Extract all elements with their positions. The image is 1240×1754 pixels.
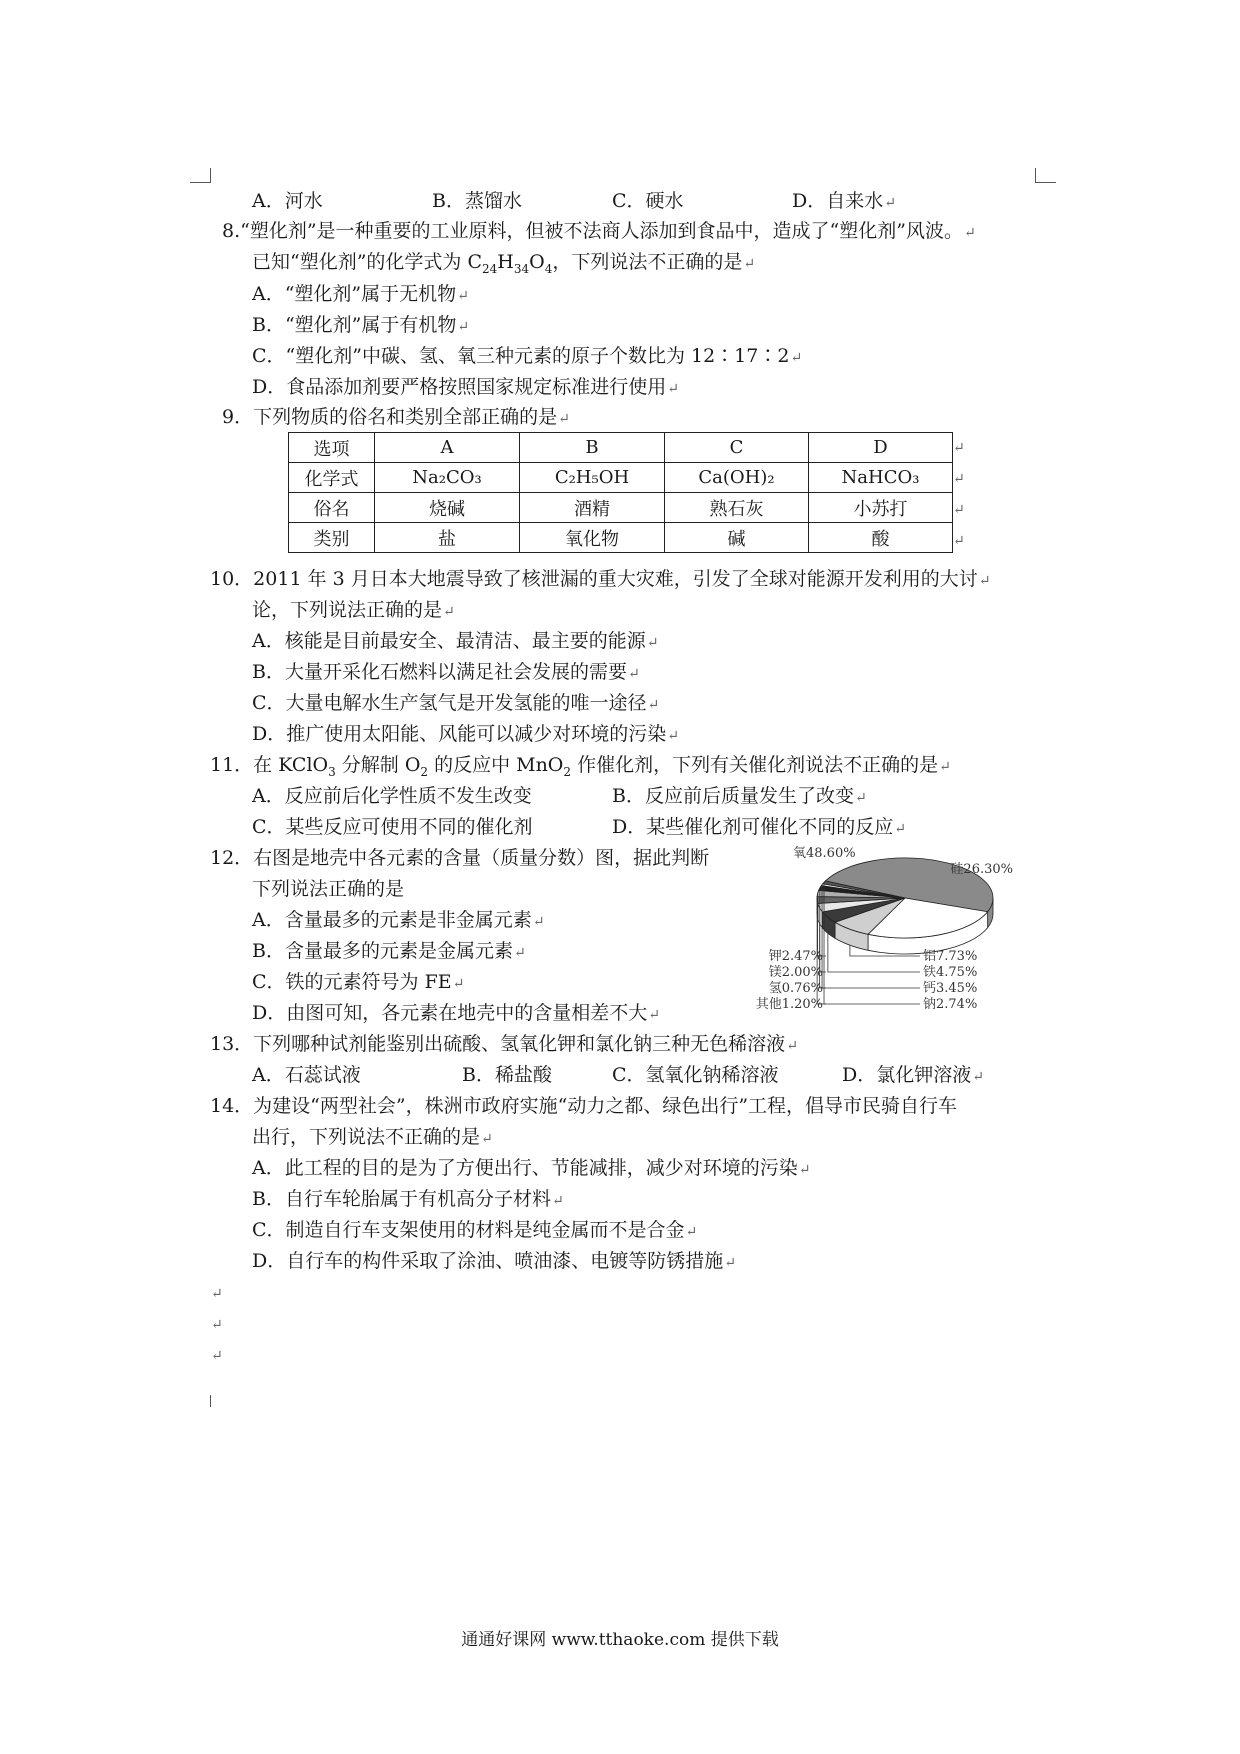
paragraph-mark: ↵ [667,381,679,397]
q11-sub-b: 2 [420,764,429,779]
q11-sub-c: 2 [563,764,572,779]
q12-option-a [252,911,544,930]
q9-cell: 类别 [289,523,375,553]
q13-option-d [842,1066,984,1085]
q8-stem-line2 [252,253,755,275]
q8-option-c [252,347,802,366]
q7-option-a: A．河水 [252,190,323,212]
paragraph-mark: ↵ [798,1162,811,1178]
q10-option-c [252,694,659,713]
paragraph-mark: ↵ [558,411,570,427]
paragraph-mark: ↵ [790,350,803,366]
q12-option-b [252,942,526,961]
q9-table [288,432,953,553]
q9-cell: 化学式 [289,463,375,493]
q14-option-a-text: A．此工程的目的是为了方便出行、节能减排，减少对环境的污染 [252,1157,798,1179]
q11-sub-a: 3 [328,764,336,779]
q13-option-c: C．氢氧化钠稀溶液 [612,1064,779,1086]
q8-option-b [252,316,469,335]
q9-header-cell: C [665,433,809,463]
paragraph-mark: ↵ [457,288,469,304]
q8-formula-mid2: O [529,251,545,273]
paragraph-mark: ↵ [953,440,965,456]
q8-option-c-text: C．“塑化剂”中碳、氢、氧三种元素的原子个数比为 12∶17∶2 [252,345,790,367]
pie-slice-label: 硅26.30% [950,862,1013,877]
q8-stem2-pre: 已知“塑化剂”的化学式为 C [252,251,483,273]
q14-option-c [252,1221,697,1240]
q11-option-c: C．某些反应可使用不同的催化剂 [252,816,533,838]
q8-option-d-text: D．食品添加剂要严格按照国家规定标准进行使用 [252,376,667,398]
q11-stem-b: 分解制 O [335,754,421,776]
pie-slice-label: 镁2.00% [768,965,823,980]
pie-slice-label: 氧48.60% [793,846,856,861]
q9-cell: 碱 [665,523,809,553]
q9-cell: 烧碱 [375,493,520,523]
paragraph-mark: ↵ [457,319,470,335]
q7-option-d-text: D．自来水 [792,190,884,212]
pie-slice-label: 钠2.74% [923,997,978,1012]
paragraph-mark: ↵ [646,635,659,651]
q10-stem-line2 [252,601,455,620]
empty-paragraph-mark: ↵ [211,1286,223,1302]
q12-stem-line1: 12．右图是地壳中各元素的含量（质量分数）图，据此判断 [210,847,710,869]
q9-cell: NaHCO₃ [809,463,953,493]
q14-option-b [252,1190,564,1209]
q8-formula-mid1: H [497,251,514,273]
paragraph-mark: ↵ [884,195,896,211]
q11-option-b-text: B．反应前后质量发生了改变 [612,785,854,807]
q7-option-b: B．蒸馏水 [432,190,522,212]
pie-slice-label: 钙3.45% [923,981,978,996]
q12-option-c-text: C．铁的元素符号为 FE [252,971,452,993]
q12-option-b-text: B．含量最多的元素是金属元素 [252,940,513,962]
paragraph-mark: ↵ [854,790,867,806]
q9-cell: 小苏打 [809,493,953,523]
paragraph-mark: ↵ [685,1224,698,1240]
q8-option-d [252,378,679,397]
q9-cell: 酒精 [520,493,665,523]
q14-option-d-text: D．自行车的构件采取了涂油、喷油漆、电镀等防锈措施 [252,1250,724,1272]
empty-paragraph-mark: ↵ [211,1317,223,1333]
q7-option-d [792,192,896,211]
q9-table-row-formula [289,463,953,493]
q9-header-cell: A [375,433,520,463]
q11-option-d [612,818,906,837]
paragraph-mark: ↵ [627,666,640,682]
paragraph-mark: ↵ [551,1193,564,1209]
q8-formula-sub3: 4 [544,261,553,276]
q11-option-a: A．反应前后化学性质不发生改变 [252,785,532,807]
q13-option-b: B．稀盐酸 [462,1064,552,1086]
q9-table-header-row [289,433,953,463]
paragraph-mark: ↵ [953,533,965,549]
q14-option-c-text: C．制造自行车支架使用的材料是纯金属而不是合金 [252,1219,685,1241]
paragraph-mark: ↵ [648,1007,660,1023]
q14-stem-line2 [252,1128,493,1147]
paragraph-mark: ↵ [953,471,965,487]
paragraph-mark: ↵ [513,945,526,961]
q11-stem-a: 11．在 KClO [210,754,329,776]
q12-option-d-text: D．由图可知，各元素在地壳中的含量相差不大 [252,1002,648,1024]
q10-option-d-text: D．推广使用太阳能、风能可以减少对环境的污染 [252,723,667,745]
paragraph-mark: ↵ [953,502,965,518]
q9-table-row-common-name [289,493,953,523]
q9-stem-text: 9．下列物质的俗名和类别全部正确的是 [222,406,558,428]
q9-header-cell: D [809,433,953,463]
q8-option-a-text: A．“塑化剂”属于无机物 [252,283,457,305]
crust-element-pie-chart [755,843,1015,1018]
q11-stem [210,756,951,778]
q14-option-b-text: B．自行车轮胎属于有机高分子材料 [252,1188,551,1210]
q9-header-cell: 选项 [289,433,375,463]
paragraph-mark: ↵ [939,759,951,775]
pie-slice-label: 氢0.76% [768,981,823,996]
paragraph-mark: ↵ [786,1038,798,1054]
q14-option-a [252,1159,810,1178]
q10-option-a [252,632,658,651]
q9-cell: C₂H₅OH [520,463,665,493]
q7-option-c: C．硬水 [612,190,684,212]
paragraph-mark: ↵ [724,1255,736,1271]
q14-stem-line1: 14．为建设“两型社会”，株洲市政府实施“动力之都、绿色出行”工程，倡导市民骑自行车 [210,1095,958,1117]
q11-stem-c: 的反应中 MnO [428,754,564,776]
q13-option-d-text: D．氯化钾溶液 [842,1064,972,1086]
q10-stem1: 10．2011 年 3 月日本大地震导致了核泄漏的重大灾难，引发了全球对能源开发利用的大讨 [210,568,978,590]
q9-stem [222,408,570,427]
q8-formula-sub2: 34 [513,261,530,276]
q9-cell: Ca(OH)₂ [665,463,809,493]
q10-stem2: 论，下列说法正确的是 [252,599,443,621]
q8-stem2-post: ，下列说法不正确的是 [552,251,743,273]
q9-cell: Na₂CO₃ [375,463,520,493]
paragraph-mark: ↵ [452,976,465,992]
pie-slice-label: 铝7.73% [923,949,978,964]
q8-formula-sub1: 24 [482,261,498,276]
paragraph-mark: ↵ [743,256,756,272]
q12-option-d [252,1004,660,1023]
q8-option-b-text: B．“塑化剂”属于有机物 [252,314,457,336]
paragraph-mark: ↵ [647,697,660,713]
crop-mark-top-left [190,168,211,183]
footer-source: 通通好课网 www.tthaoke.com 提供下载 [461,1630,779,1650]
q9-table-row-category [289,523,953,553]
q11-option-d-text: D．某些催化剂可催化不同的反应 [612,816,894,838]
pie-slice-label: 钾2.47% [768,949,823,964]
q10-option-b-text: B．大量开采化石燃料以满足社会发展的需要 [252,661,627,683]
q9-cell: 俗名 [289,493,375,523]
paragraph-mark: ↵ [963,225,976,241]
crop-mark-bottom-left [210,1395,211,1407]
crop-mark-top-right [1035,168,1056,183]
q10-option-d [252,725,679,744]
paragraph-mark: ↵ [972,1069,984,1085]
q13-stem [210,1035,798,1054]
q10-option-c-text: C．大量电解水生产氢气是开发氢能的唯一途径 [252,692,647,714]
q8-stem1: 8.“塑化剂”是一种重要的工业原料，但被不法商人添加到食品中，造成了“塑化剂”风波。 [222,220,963,242]
pie-slice-label: 铁4.75% [923,965,978,980]
q14-stem2: 出行，下列说法不正确的是 [252,1126,481,1148]
q8-option-a [252,285,469,304]
q9-cell: 熟石灰 [665,493,809,523]
q9-cell: 盐 [375,523,520,553]
q9-header-cell: B [520,433,665,463]
paragraph-mark: ↵ [894,821,906,837]
empty-paragraph-mark: ↵ [211,1348,223,1364]
q13-stem-text: 13．下列哪种试剂能鉴别出硫酸、氢氧化钾和氯化钠三种无色稀溶液 [210,1033,786,1055]
q10-option-a-text: A．核能是目前最安全、最清洁、最主要的能源 [252,630,646,652]
paragraph-mark: ↵ [667,728,679,744]
q12-stem-line2: 下列说法正确的是 [252,878,405,900]
q11-option-b [612,787,867,806]
q12-option-a-text: A．含量最多的元素是非金属元素 [252,909,532,931]
q9-cell: 酸 [809,523,953,553]
q13-option-a: A．石蕊试液 [252,1064,361,1086]
paragraph-mark: ↵ [443,604,455,620]
paragraph-mark: ↵ [481,1131,493,1147]
paragraph-mark: ↵ [978,573,991,589]
q8-stem-line1 [222,222,976,241]
q10-stem-line1 [210,570,990,589]
pie-slice-label: 其他1.20% [755,997,823,1012]
paragraph-mark: ↵ [532,914,545,930]
q12-option-c [252,973,464,992]
q14-option-d [252,1252,736,1271]
q10-option-b [252,663,640,682]
q11-stem-d: 作催化剂，下列有关催化剂说法不正确的是 [571,754,939,776]
q9-cell: 氧化物 [520,523,665,553]
